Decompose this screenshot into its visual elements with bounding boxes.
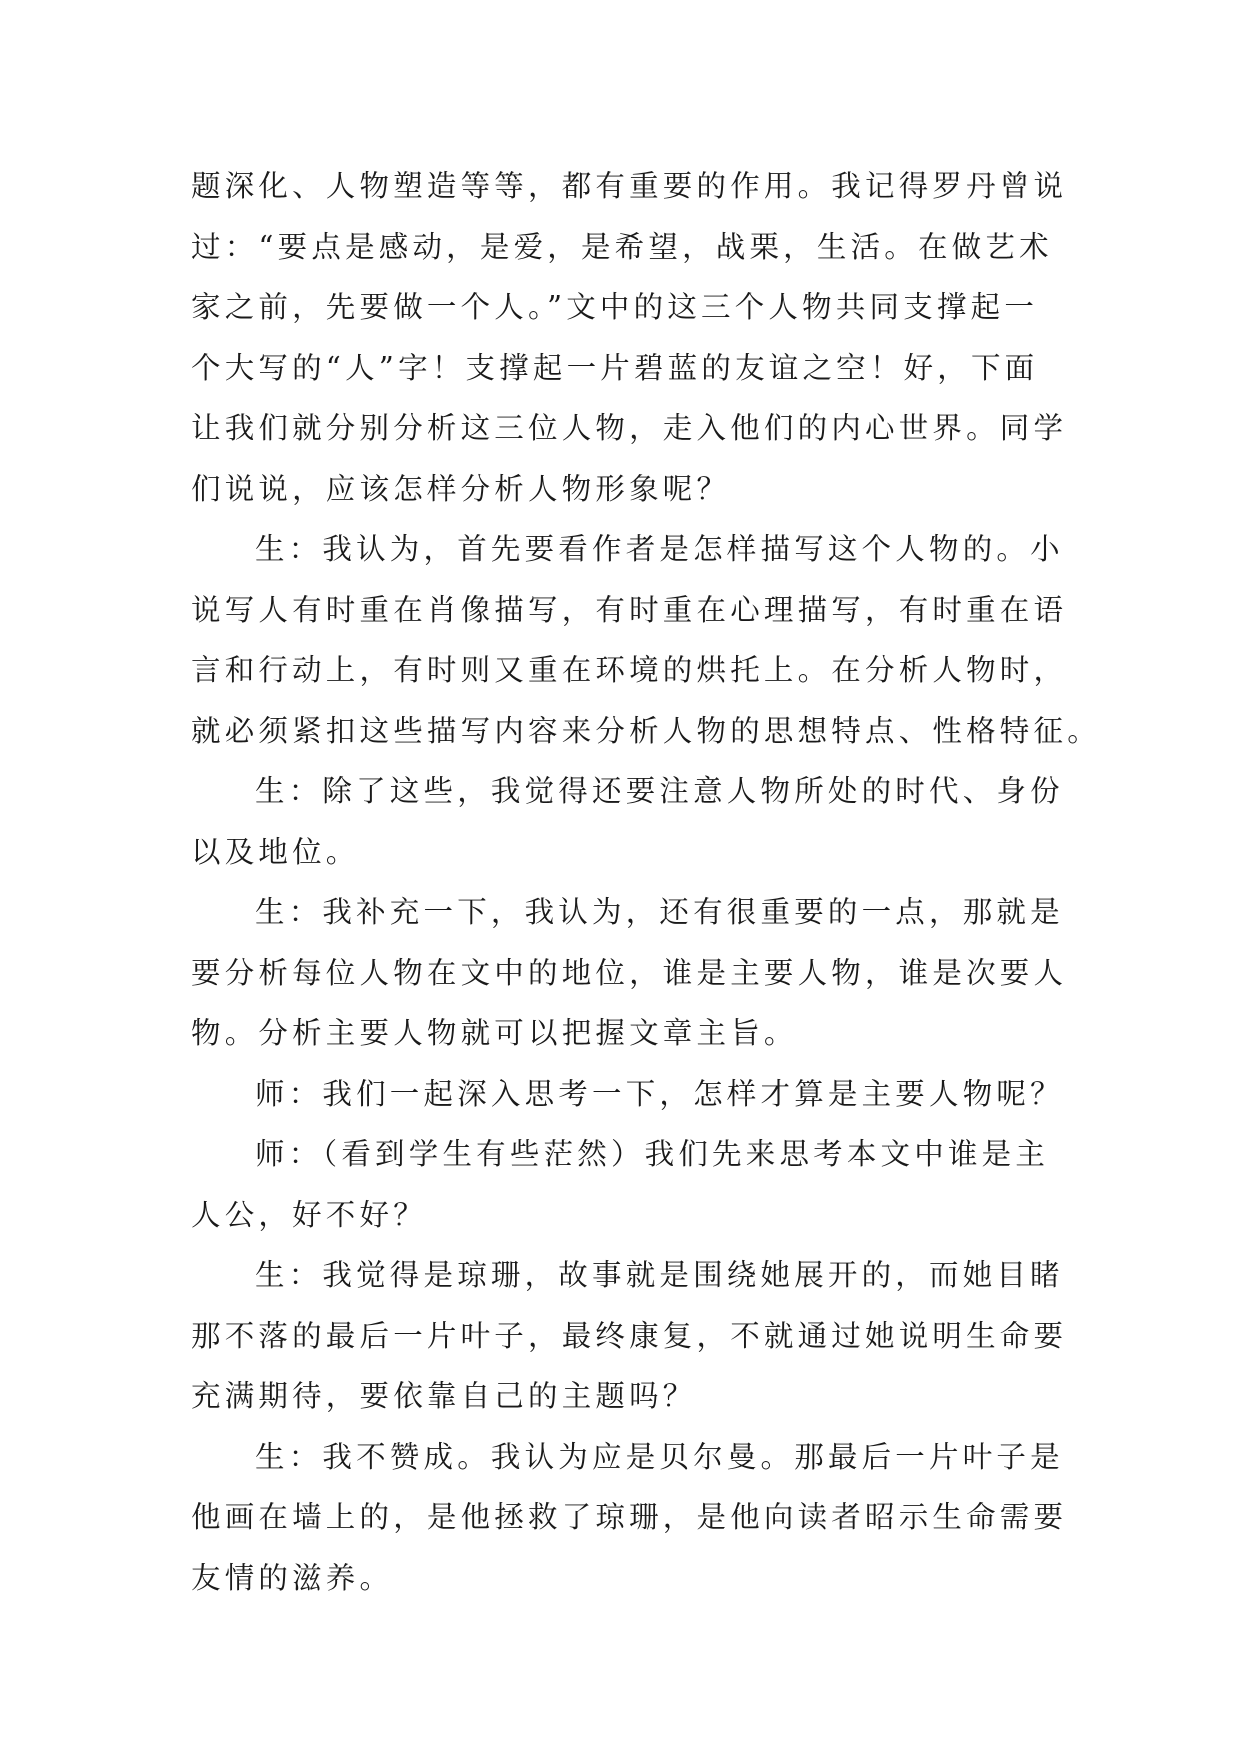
text-line: 就必须紧扣这些描写内容来分析人物的思想特点、性格特征。 [191, 713, 1101, 748]
text-line: 生：我认为，首先要看作者是怎样描写这个人物的。小 [255, 532, 1064, 566]
text-line: 生：我觉得是琼珊，故事就是围绕她展开的，而她目睹 [255, 1258, 1064, 1292]
text-line: 说写人有时重在肖像描写，有时重在心理描写，有时重在语 [191, 592, 1068, 627]
text-line: 那不落的最后一片叶子，最终康复，不就通过她说明生命要 [191, 1318, 1068, 1353]
text-line: 让我们就分别分析这三位人物，走入他们的内心世界。同学 [191, 411, 1068, 445]
text-line: 友情的滋养。 [191, 1560, 394, 1595]
text-line: 生：我补充一下，我认为，还有很重要的一点，那就是 [255, 895, 1064, 929]
text-line: 要分析每位人物在文中的地位，谁是主要人物，谁是次要人 [191, 955, 1068, 990]
text-line: 物。分析主要人物就可以把握文章主旨。 [191, 1016, 798, 1050]
text-line: 家之前，先要做一个人。”文中的这三个人物共同支撑起一 [191, 290, 1039, 324]
text-line: 充满期待，要依靠自己的主题吗？ [191, 1379, 697, 1413]
text-line: 个大写的“人”字！支撑起一片碧蓝的友谊之空！好，下面 [191, 350, 1039, 385]
text-line: 他画在墙上的，是他拯救了琼珊，是他向读者昭示生命需要 [191, 1500, 1068, 1534]
text-line: 言和行动上，有时则又重在环境的烘托上。在分析人物时， [191, 653, 1068, 687]
text-line: 过：“要点是感动，是爱，是希望，战栗，生活。在做艺术 [191, 229, 1053, 264]
body-text [191, 156, 1101, 1608]
text-line: 师：我们一起深入思考一下，怎样才算是主要人物呢？ [255, 1076, 1064, 1111]
text-line: 人公，好不好？ [191, 1197, 427, 1232]
text-line: 师：（看到学生有些茫然）我们先来思考本文中谁是主 [255, 1137, 1050, 1171]
text-line: 生：我不赞成。我认为应是贝尔曼。那最后一片叶子是 [255, 1439, 1064, 1474]
text-line: 题深化、人物塑造等等，都有重要的作用。我记得罗丹曾说 [191, 169, 1068, 203]
text-line: 生：除了这些，我觉得还要注意人物所处的时代、身份 [255, 774, 1064, 808]
text-line: 们说说，应该怎样分析人物形象呢？ [191, 471, 731, 506]
text-line: 以及地位。 [191, 834, 360, 869]
